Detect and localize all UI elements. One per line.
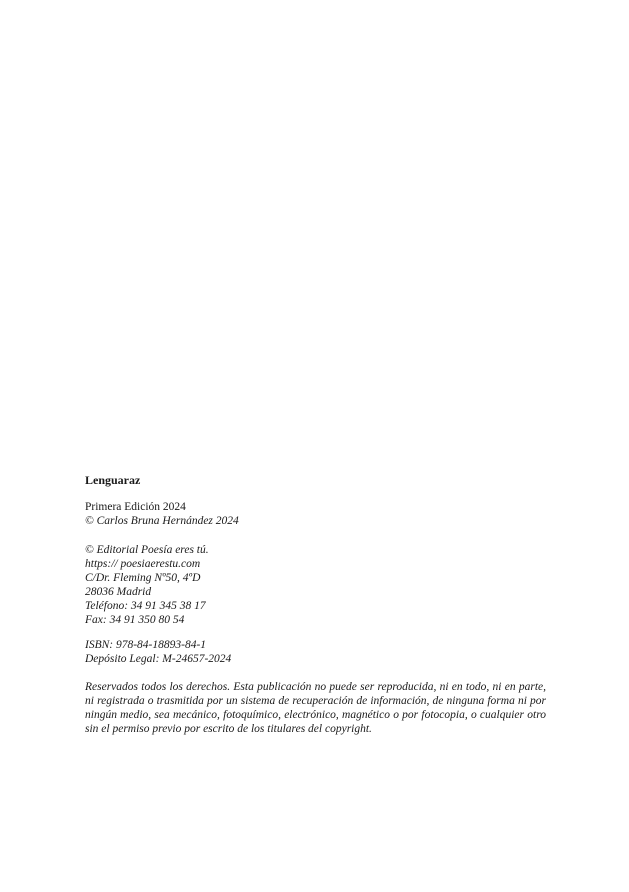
edition-info xyxy=(85,500,546,528)
first-edition: Primera Edición 2024 xyxy=(85,501,186,513)
book-title: Lenguaraz xyxy=(85,473,141,487)
publisher-copyright: © Editorial Poesía eres tú. xyxy=(85,544,209,556)
isbn: ISBN: 978-84-18893-84-1 xyxy=(85,639,207,651)
publisher-city: 28036 Madrid xyxy=(85,586,152,598)
publisher-info xyxy=(85,543,546,627)
legal-info xyxy=(85,638,546,666)
publisher-phone: Teléfono: 34 91 345 38 17 xyxy=(85,600,206,612)
rights-notice: Reservados todos los derechos. Esta publicación no puede ser reproducida, ni en todo, ni en parte, ni registrada o trasmitida por un sistema de recuperación de información, de ninguna forma ni por ningún medio, sea mecánico, fotoquímico, electrónico, magnético o por fotocopia, o cualquier otro sin el permiso previo por escrito de los titulares del copyright. xyxy=(85,681,546,735)
author-copyright: © Carlos Bruna Hernández 2024 xyxy=(85,515,239,527)
legal-deposit: Depósito Legal: M-24657-2024 xyxy=(85,653,232,665)
publisher-fax: Fax: 34 91 350 80 54 xyxy=(85,614,185,626)
publisher-street: C/Dr. Fleming Nº50, 4ºD xyxy=(85,572,201,584)
publisher-website: https:// poesiaerestu.com xyxy=(85,558,201,570)
